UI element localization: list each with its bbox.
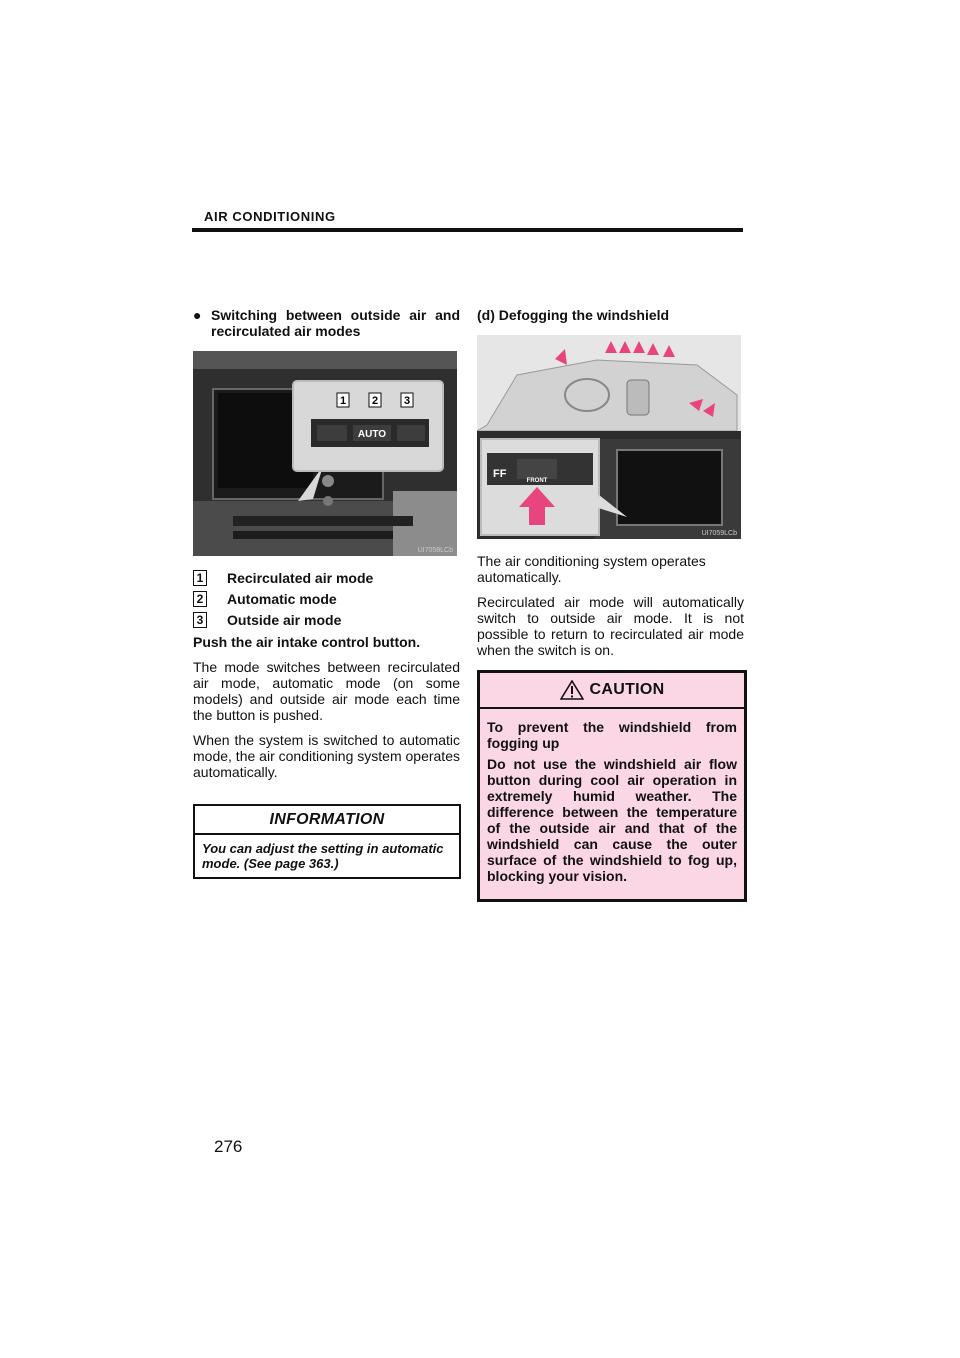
mode-list (193, 570, 460, 628)
caution-subtitle: To prevent the windshield from fogging up (487, 719, 737, 751)
item-label: Automatic mode (227, 591, 337, 607)
information-title: INFORMATION (195, 806, 459, 835)
bullet-icon: ● (193, 307, 202, 323)
callout-3: 3 (403, 395, 411, 407)
heading-text: Switching between outside air and recirculated air modes (211, 307, 460, 339)
item-label: Outside air mode (227, 612, 342, 628)
page-number: 276 (214, 1137, 243, 1156)
dashboard-figure (193, 351, 457, 556)
item-number: 3 (193, 612, 207, 628)
paragraph: The air conditioning system operates automatically. (477, 553, 706, 585)
warning-icon (560, 680, 584, 700)
information-box (193, 804, 461, 879)
caution-header (480, 673, 744, 709)
front-button-label: FRONT (526, 478, 548, 484)
caution-title: CAUTION (589, 681, 665, 698)
callout-2: 2 (371, 395, 379, 407)
defog-figure (477, 335, 741, 539)
bullet-heading (193, 307, 460, 339)
figure-code: UI7058LCb (417, 547, 453, 554)
right-column (477, 307, 744, 902)
left-column (193, 307, 460, 879)
instruction: Push the air intake control button. (193, 634, 421, 650)
caution-body (480, 709, 744, 899)
item-label: Recirculated air mode (227, 570, 374, 586)
information-body: You can adjust the setting in automatic mode. (See page 363.) (202, 841, 444, 871)
paragraph: The mode switches between recirculated air mode, automatic mode (on some models) and outside air mode each time the button is pushed. (193, 659, 460, 723)
figure-code: UI7059LCb (701, 530, 737, 537)
item-number: 2 (193, 591, 207, 607)
subsection-heading: (d) Defogging the windshield (477, 307, 670, 323)
list-item (193, 570, 460, 586)
section-header: AIR CONDITIONING (204, 209, 336, 224)
list-item (193, 612, 460, 628)
caution-text: Do not use the windshield air flow button during cool air operation in extremely humid weather. The difference between the temperature of the outside air and that of the windshield can cause the outer surface of the windshield to fog up, blocking your vision. (487, 756, 737, 884)
callout-1: 1 (339, 395, 347, 407)
auto-button-label: AUTO (357, 429, 387, 440)
header-rule (192, 228, 743, 232)
paragraph: When the system is switched to automatic mode, the air conditioning system operates automatically. (193, 732, 460, 780)
paragraph: Recirculated air mode will automatically switch to outside air mode. It is not possible to return to recirculated air mode when the switch is on. (477, 594, 744, 658)
list-item (193, 591, 460, 607)
item-number: 1 (193, 570, 207, 586)
caution-box (477, 670, 747, 902)
side-label: FF (493, 468, 507, 480)
